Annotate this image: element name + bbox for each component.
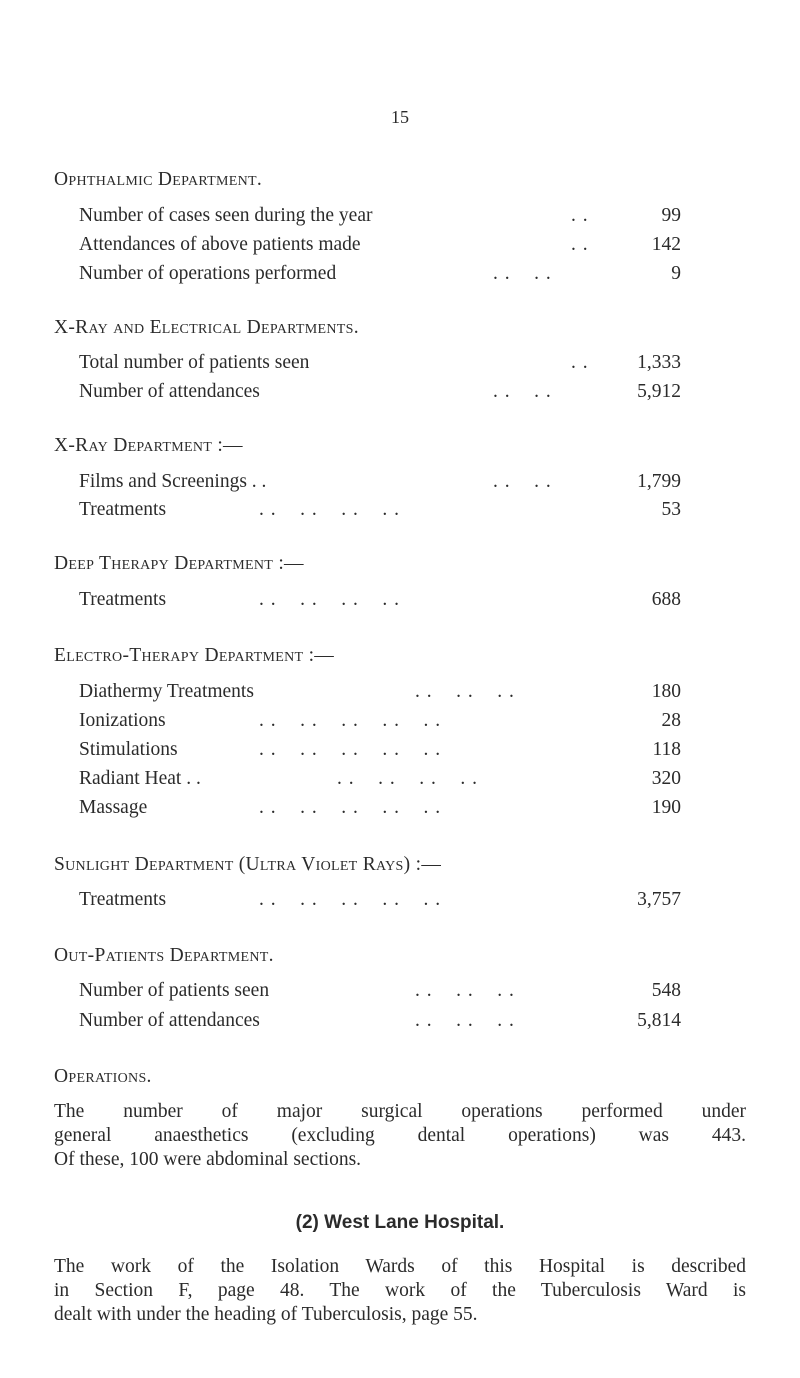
table-row bbox=[79, 235, 681, 259]
table-row bbox=[79, 740, 681, 764]
row-value: 1,333 bbox=[637, 352, 681, 373]
row-value: 9 bbox=[671, 263, 681, 284]
leader-dots: . . . . . . . . . . bbox=[259, 797, 442, 818]
table-row bbox=[79, 590, 681, 614]
row-value: 1,799 bbox=[637, 471, 681, 492]
paragraph-line: Of these, 100 were abdominal sections. bbox=[54, 1149, 362, 1170]
row-label: Radiant Heat . . bbox=[79, 768, 201, 789]
paragraph-line: in Section F, page 48. The work of the Tuberculosis Ward is bbox=[54, 1280, 746, 1301]
table-row bbox=[79, 769, 681, 793]
table-row bbox=[79, 798, 681, 822]
table-row bbox=[79, 711, 681, 735]
row-value: 180 bbox=[651, 681, 681, 702]
electro-therapy-heading: Electro-Therapy Department :— bbox=[54, 645, 335, 666]
row-value: 28 bbox=[661, 710, 681, 731]
row-value: 320 bbox=[651, 768, 681, 789]
sunlight-heading: Sunlight Department (Ultra Violet Rays) :— bbox=[54, 854, 442, 875]
paragraph-line: general anaesthetics (excluding dental operations) was 443. bbox=[54, 1125, 746, 1146]
page-number: 15 bbox=[391, 107, 409, 127]
leader-dots: . . . . . . . . . . bbox=[259, 739, 442, 760]
paragraph-line: The number of major surgical operations performed under bbox=[54, 1101, 746, 1122]
row-label: Number of attendances bbox=[79, 381, 260, 402]
row-value: 99 bbox=[661, 205, 681, 226]
leader-dots: . . bbox=[571, 234, 589, 255]
row-label: Stimulations bbox=[79, 739, 178, 760]
table-row bbox=[79, 682, 681, 706]
row-label: Treatments bbox=[79, 499, 167, 520]
xray-electrical-heading: X-Ray and Electrical Departments. bbox=[54, 317, 359, 338]
deep-therapy-heading: Deep Therapy Department :— bbox=[54, 553, 304, 574]
ophthalmic-heading: Ophthalmic Department. bbox=[54, 169, 263, 190]
row-label: Number of attendances bbox=[79, 1010, 260, 1031]
row-label: Ionizations bbox=[79, 710, 166, 731]
row-label: Number of operations performed bbox=[79, 263, 337, 284]
west-lane-paragraph bbox=[54, 1255, 746, 1327]
row-label: Massage bbox=[79, 797, 148, 818]
row-value: 118 bbox=[652, 739, 681, 760]
leader-dots: . . . . . . . . . . bbox=[259, 710, 442, 731]
row-label: Number of cases seen during the year bbox=[79, 205, 373, 226]
row-value: 190 bbox=[651, 797, 681, 818]
row-label: Diathermy Treatments bbox=[79, 681, 254, 702]
table-row bbox=[79, 890, 681, 914]
operations-paragraph bbox=[54, 1100, 746, 1172]
leader-dots: . . . . bbox=[493, 471, 552, 492]
leader-dots: . . . . . . bbox=[415, 681, 515, 702]
row-label: Attendances of above patients made bbox=[79, 234, 361, 255]
leader-dots: . . . . . . . . . . bbox=[259, 889, 442, 910]
row-label: Treatments bbox=[79, 889, 167, 910]
row-value: 548 bbox=[651, 980, 681, 1001]
leader-dots: . . bbox=[571, 205, 589, 226]
xray-heading: X-Ray Department :— bbox=[54, 435, 243, 456]
table-row bbox=[79, 981, 681, 1005]
table-row bbox=[79, 353, 681, 377]
out-patients-heading: Out-Patients Department. bbox=[54, 945, 274, 966]
paragraph-line: The work of the Isolation Wards of this Hospital is described bbox=[54, 1256, 746, 1277]
leader-dots: . . . . . . . . bbox=[337, 768, 478, 789]
leader-dots: . . . . . . . . bbox=[259, 499, 400, 520]
row-value: 688 bbox=[651, 589, 681, 610]
table-row bbox=[79, 264, 681, 288]
west-lane-heading: (2) West Lane Hospital. bbox=[295, 1212, 505, 1233]
row-value: 53 bbox=[661, 499, 681, 520]
row-value: 3,757 bbox=[637, 889, 681, 910]
table-row bbox=[79, 382, 681, 406]
leader-dots: . . . . . . bbox=[415, 980, 515, 1001]
row-value: 142 bbox=[651, 234, 681, 255]
table-row bbox=[79, 500, 681, 524]
row-label: Total number of patients seen bbox=[79, 352, 310, 373]
table-row bbox=[79, 1011, 681, 1035]
row-label: Films and Screenings . . bbox=[79, 471, 267, 492]
leader-dots: . . . . bbox=[493, 381, 552, 402]
operations-heading: Operations. bbox=[54, 1066, 152, 1087]
row-value: 5,912 bbox=[637, 381, 681, 402]
leader-dots: . . . . . . . . bbox=[259, 589, 400, 610]
table-row bbox=[79, 472, 681, 496]
leader-dots: . . . . bbox=[493, 263, 552, 284]
row-value: 5,814 bbox=[637, 1010, 681, 1031]
leader-dots: . . bbox=[571, 352, 589, 373]
leader-dots: . . . . . . bbox=[415, 1010, 515, 1031]
row-label: Treatments bbox=[79, 589, 167, 610]
table-row bbox=[79, 206, 681, 230]
row-label: Number of patients seen bbox=[79, 980, 270, 1001]
paragraph-line: dealt with under the heading of Tuberculosis, page 55. bbox=[54, 1304, 478, 1325]
